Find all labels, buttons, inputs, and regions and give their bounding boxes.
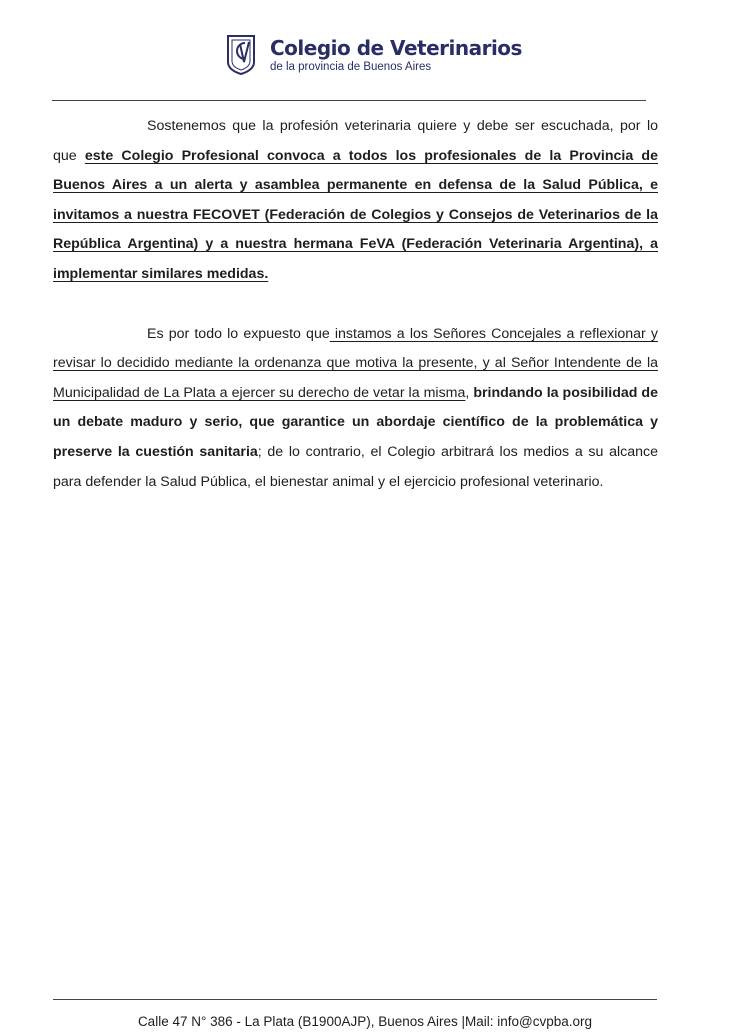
paragraph-2-closing: ; de lo contrario, el Colegio arbitrará los medios a su alcance para defender la Salud Pública, el bienestar animal y el ejercicio profesional veterinario. [53,443,658,490]
institution-subtitle: de la provincia de Buenos Aires [270,61,432,73]
paragraph-2-intro: Es por todo lo expuesto que [147,325,330,342]
paragraph-1-intro: Sostenemos que la profesión veterinaria quiere y debe ser escuchada, por lo que [53,118,658,164]
paragraph-2-request: instamos a los Señores Concejales a reflexionar y revisar lo decidido mediante la ordenanza que motiva la presente, y al Señor Intendente de la Municipalidad de La Plata a ejercer su derecho de vetar la misma [53,325,658,401]
paragraph-2-separator: , [465,384,474,401]
institution-name: Colegio de Veterinarios [270,36,522,60]
header-divider [52,100,646,101]
letter-body [53,112,658,497]
footer-address: Calle 47 N° 386 - La Plata (B1900AJP), Buenos Aires |Mail: info@cvpba.org [137,1014,593,1029]
paragraph-1-convocation: este Colegio Profesional convoca a todos los profesionales de la Provincia de Buenos Aires a un alerta y asamblea permanente en defensa de la Salud Pública, e invitamos a nuestra FECOVET (Federación de Colegios y Consejos de Veterinarios de la República Argentina) y a nuestra hermana FeVA (Federación Veterinaria Argentina), a implementar similares medidas. [53,147,658,282]
paragraph-2 [53,320,658,498]
paragraph-1 [53,112,658,290]
footer-divider [53,999,657,1000]
paragraph-2-debate: brindando la posibilidad de un debate maduro y serio, que garantice un abordaje científico de la problemática y preserve la cuestión sanitaria [53,384,658,460]
letterhead [226,34,522,76]
cvpba-shield-logo-icon [226,34,256,76]
